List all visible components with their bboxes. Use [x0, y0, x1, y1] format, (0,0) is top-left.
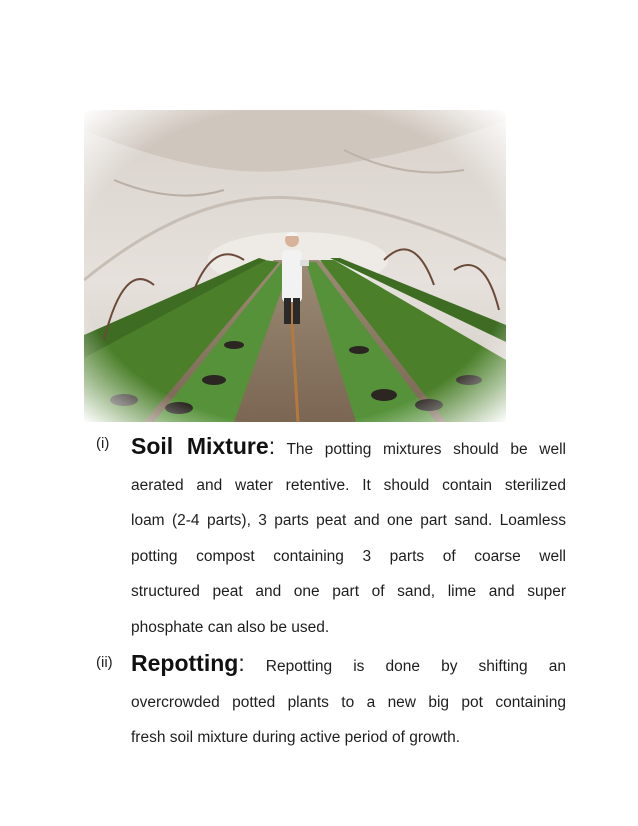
item-heading: Soil Mixture [131, 433, 269, 459]
item-first-line [131, 429, 566, 468]
text-line: overcrowded potted plants to a new big pot containing [131, 693, 566, 711]
heading-colon: : [268, 433, 276, 459]
text-line: phosphate can also be used. [131, 618, 330, 636]
item-body [131, 429, 566, 645]
text-line: loam (2-4 parts), 3 parts peat and one part sand. Loamless [131, 512, 566, 529]
text-line: fresh soil mixture during active period of growth. [131, 729, 461, 746]
greenhouse-illustration [84, 110, 506, 422]
greenhouse-photo [84, 110, 506, 422]
heading-colon: : [238, 650, 245, 676]
soil-mixture-item [96, 429, 566, 649]
repotting-item [96, 644, 566, 764]
item-heading: Repotting [131, 650, 239, 676]
item-body [131, 646, 566, 756]
item-number: (i) [96, 435, 110, 452]
text-line: Repotting is done by shifting an [265, 658, 566, 675]
text-line: aerated and water retentive. It should contain sterilized [131, 476, 566, 494]
text-line: structured peat and one part of sand, lime and super [131, 583, 566, 600]
text-line: The potting mixtures should be well [286, 441, 567, 458]
item-number: (ii) [96, 654, 113, 671]
item-first-line [131, 646, 566, 685]
text-line: potting compost containing 3 parts of coarse well [131, 547, 566, 565]
